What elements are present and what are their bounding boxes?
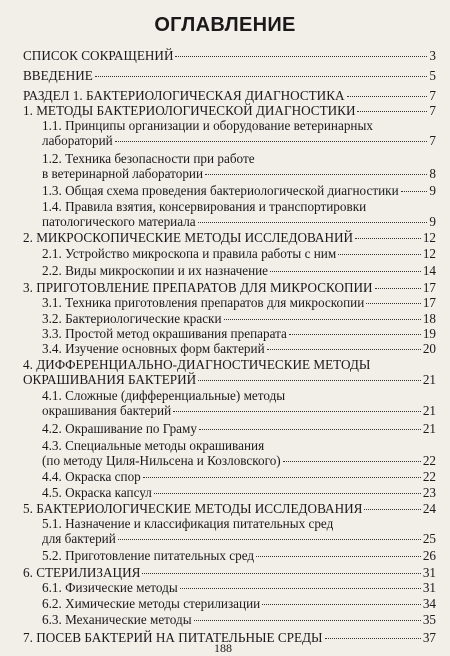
toc-entry[interactable] xyxy=(0,199,450,229)
toc-page-number: 7 xyxy=(429,133,436,148)
toc-entry[interactable] xyxy=(0,421,450,436)
dot-leader xyxy=(325,638,421,639)
dot-leader xyxy=(357,111,427,112)
toc-entry[interactable] xyxy=(0,183,450,198)
toc-entry-title-line: 6.2. Химические методы стерилизации xyxy=(42,596,261,611)
page-title: ОГЛАВЛЕНИЕ xyxy=(154,14,296,36)
dot-leader xyxy=(205,174,427,175)
toc-entry[interactable] xyxy=(0,501,450,516)
toc-page-number: 31 xyxy=(422,565,436,580)
toc-entry-title-line: 6. СТЕРИЛИЗАЦИЯ xyxy=(23,565,141,580)
toc-entry-title-line: 2.1. Устройство микроскопа и правила работы с ним xyxy=(42,246,337,261)
toc-page-number: 12 xyxy=(422,230,436,245)
toc-entry-title-line: 4.1. Сложные (дифференциальные) методы xyxy=(42,388,286,403)
dot-leader xyxy=(199,429,421,430)
dot-leader xyxy=(256,556,421,557)
toc-entry[interactable] xyxy=(0,612,450,627)
dot-leader xyxy=(262,604,421,605)
toc-entry[interactable] xyxy=(0,263,450,278)
dot-leader xyxy=(180,588,421,589)
dot-leader xyxy=(115,141,428,142)
toc-page-number: 20 xyxy=(422,341,436,356)
toc-entry-title-line: 4.5. Окраска капсул xyxy=(42,485,152,500)
dot-leader xyxy=(142,573,420,574)
toc-entry-title-line: 7. ПОСЕВ БАКТЕРИЙ НА ПИТАТЕЛЬНЫЕ СРЕДЫ xyxy=(23,630,323,645)
toc-entry-title-line: 1. МЕТОДЫ БАКТЕРИОЛОГИЧЕСКОЙ ДИАГНОСТИКИ xyxy=(23,103,356,118)
toc-page-number: 37 xyxy=(422,630,436,645)
dot-leader xyxy=(338,254,421,255)
toc-page-number: 5 xyxy=(429,68,436,83)
toc-entry[interactable] xyxy=(0,357,450,387)
toc-page-number: 24 xyxy=(422,501,436,516)
toc-page-number: 19 xyxy=(422,326,436,341)
dot-leader xyxy=(143,477,421,478)
toc-page-number: 9 xyxy=(429,183,436,198)
dot-leader xyxy=(95,76,428,77)
toc-entry-title-line: 5. БАКТЕРИОЛОГИЧЕСКИЕ МЕТОДЫ ИССЛЕДОВАНИЯ xyxy=(23,501,363,516)
dot-leader xyxy=(283,461,421,462)
toc-entry[interactable] xyxy=(0,485,450,500)
toc-page-number: 22 xyxy=(422,453,436,468)
toc-entry-title-line: 2.2. Виды микроскопии и их назначение xyxy=(42,263,269,278)
toc-page-number: 8 xyxy=(429,166,436,181)
toc-entry[interactable] xyxy=(0,596,450,611)
toc-entry-title-line: 4. ДИФФЕРЕНЦИАЛЬНО-ДИАГНОСТИЧЕСКИЕ МЕТОДЫ xyxy=(23,357,371,372)
dot-leader xyxy=(375,288,421,289)
toc-entry-title-line: 1.1. Принципы организации и оборудование ветеринарных xyxy=(42,118,373,133)
toc-entry-title-line: 1.3. Общая схема проведения бактериологической диагностики xyxy=(42,183,399,198)
toc-entry[interactable] xyxy=(0,341,450,356)
dot-leader xyxy=(347,96,428,97)
toc-entry-title-line: патологического материала xyxy=(42,214,196,229)
toc-entry-title-line: 3.4. Изучение основных форм бактерий xyxy=(42,341,265,356)
toc-entry-title-line: 4.4. Окраска спор xyxy=(42,469,141,484)
toc-entry-title-line: СПИСОК СОКРАЩЕНИЙ xyxy=(23,48,174,63)
dot-leader xyxy=(198,222,428,223)
toc-entry[interactable] xyxy=(0,118,450,148)
toc-page-number: 35 xyxy=(422,612,436,627)
toc-entry-title-line: (по методу Циля-Нильсена и Козловского) xyxy=(42,453,281,468)
toc-entry[interactable] xyxy=(0,68,450,83)
toc-entry[interactable] xyxy=(0,103,450,118)
dot-leader xyxy=(355,238,421,239)
dot-leader xyxy=(194,620,421,621)
toc-page-number: 9 xyxy=(429,214,436,229)
toc-page-number: 23 xyxy=(422,485,436,500)
toc-entry-title-line: РАЗДЕЛ 1. БАКТЕРИОЛОГИЧЕСКАЯ ДИАГНОСТИКА xyxy=(23,88,345,103)
toc-entry[interactable] xyxy=(0,548,450,563)
dot-leader xyxy=(198,380,421,381)
toc-entry-title-line: окрашивания бактерий xyxy=(42,403,172,418)
toc-entry-title-line: 5.2. Приготовление питательных сред xyxy=(42,548,255,563)
toc-page-number: 12 xyxy=(422,246,436,261)
dot-leader xyxy=(173,411,421,412)
toc-page-number: 17 xyxy=(422,295,436,310)
dot-leader xyxy=(224,319,421,320)
toc-entry-title-line: для бактерий xyxy=(42,531,116,546)
toc-entry-title-line: ОКРАШИВАНИЯ БАКТЕРИЙ xyxy=(23,372,197,387)
dot-leader xyxy=(175,56,427,57)
dot-leader xyxy=(289,334,421,335)
toc-entry[interactable] xyxy=(0,565,450,580)
toc-page-number: 26 xyxy=(422,548,436,563)
toc-entry[interactable] xyxy=(0,469,450,484)
toc-entry[interactable] xyxy=(0,246,450,261)
toc-entry-title-line: 6.1. Физические методы xyxy=(42,580,178,595)
toc-entry-title-line: 1.2. Техника безопасности при работе xyxy=(42,151,255,166)
toc-page-number: 21 xyxy=(422,372,436,387)
toc-entry[interactable] xyxy=(0,326,450,341)
toc-entry[interactable] xyxy=(0,580,450,595)
toc-entry[interactable] xyxy=(0,280,450,295)
dot-leader xyxy=(401,191,428,192)
toc-entry-title-line: 4.2. Окрашивание по Граму xyxy=(42,421,197,436)
dot-leader xyxy=(267,349,421,350)
toc-entry[interactable] xyxy=(0,438,450,468)
toc-entry[interactable] xyxy=(0,388,450,418)
toc-entry-title-line: 4.3. Специальные методы окрашивания xyxy=(42,438,265,453)
toc-entry-title-line: 3.2. Бактериологические краски xyxy=(42,311,222,326)
toc-entry-title-line: 2. МИКРОСКОПИЧЕСКИЕ МЕТОДЫ ИССЛЕДОВАНИЙ xyxy=(23,230,354,245)
toc-entry[interactable] xyxy=(0,311,450,326)
toc-page-number: 21 xyxy=(422,421,436,436)
toc-page-number: 21 xyxy=(422,403,436,418)
dot-leader xyxy=(270,271,421,272)
toc-page-number: 22 xyxy=(422,469,436,484)
toc-page-number: 25 xyxy=(422,531,436,546)
toc-page-number: 7 xyxy=(429,88,436,103)
toc-entry-title-line: 5.1. Назначение и классификация питательных сред xyxy=(42,516,334,531)
dot-leader xyxy=(118,539,421,540)
toc-page-number: 34 xyxy=(422,596,436,611)
toc-page-number: 18 xyxy=(422,311,436,326)
toc-entry-title-line: 3. ПРИГОТОВЛЕНИЕ ПРЕПАРАТОВ ДЛЯ МИКРОСКОПИИ xyxy=(23,280,373,295)
toc-page-number: 3 xyxy=(429,48,436,63)
toc-entry[interactable] xyxy=(0,516,450,546)
toc-entry-title-line: ВВЕДЕНИЕ xyxy=(23,68,93,83)
toc-entry-title-line: 1.4. Правила взятия, консервирования и транспортировки xyxy=(42,199,367,214)
toc-page-number: 17 xyxy=(422,280,436,295)
toc-entry-title-line: лабораторий xyxy=(42,133,113,148)
toc-entry[interactable] xyxy=(0,88,450,103)
dot-leader xyxy=(154,493,421,494)
toc-entry-title-line: 3.3. Простой метод окрашивания препарата xyxy=(42,326,287,341)
dot-leader xyxy=(366,303,421,304)
dot-leader xyxy=(364,509,420,510)
toc-entry[interactable] xyxy=(0,151,450,181)
toc-entry[interactable] xyxy=(0,48,450,63)
toc-page-number: 7 xyxy=(429,103,436,118)
toc-page-number: 31 xyxy=(422,580,436,595)
toc-entry-title-line: 3.1. Техника приготовления препаратов для микроскопии xyxy=(42,295,365,310)
toc-entry-title-line: в ветеринарной лаборатории xyxy=(42,166,204,181)
toc-page-number: 14 xyxy=(422,263,436,278)
toc-entry[interactable] xyxy=(0,295,450,310)
toc-entry-title-line: 6.3. Механические методы xyxy=(42,612,192,627)
toc-entry[interactable] xyxy=(0,230,450,245)
page-number: 188 xyxy=(214,641,232,655)
